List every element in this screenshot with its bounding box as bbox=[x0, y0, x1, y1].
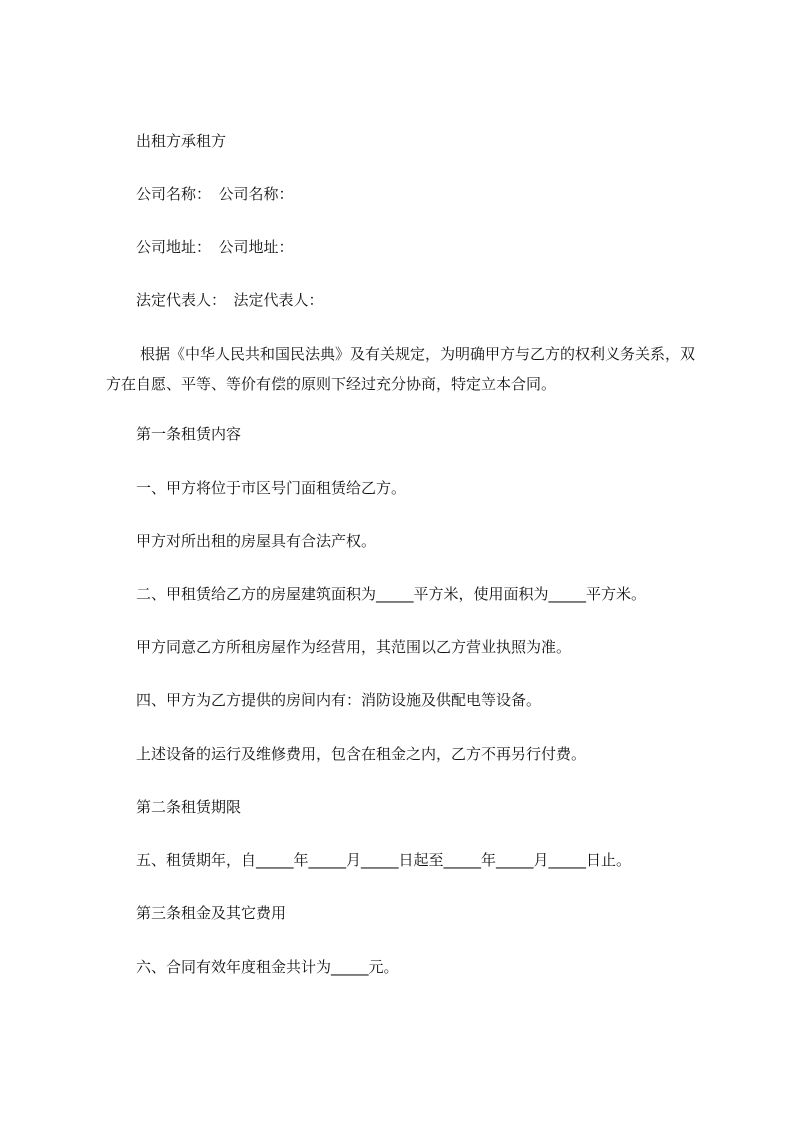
preamble-text: 根据《中华人民共和国民法典》及有关规定，为明确甲方与乙方的权利义务关系，双方在自愿、平等、等价有偿的原则下经过充分协商，特定立本合同。 bbox=[106, 345, 696, 393]
parties-heading: 出租方承租方 bbox=[136, 132, 227, 150]
clause-1-note: 甲方对所出租的房屋具有合法产权。 bbox=[136, 532, 377, 550]
legal-representative-line: 法定代表人： 法定代表人： bbox=[136, 291, 324, 309]
company-name-line: 公司名称： 公司名称： bbox=[136, 185, 294, 203]
clause-6: 六、合同有效年度租金共计为_____元。 bbox=[136, 958, 399, 976]
clause-2-note: 甲方同意乙方所租房屋作为经营用，其范围以乙方营业执照为准。 bbox=[136, 638, 572, 656]
article-2-title: 第二条租赁期限 bbox=[136, 798, 242, 816]
clause-4-note: 上述设备的运行及维修费用，包含在租金之内，乙方不再另行付费。 bbox=[136, 745, 587, 763]
clause-1: 一、甲方将位于市区号门面租赁给乙方。 bbox=[136, 479, 407, 497]
company-address-line: 公司地址： 公司地址： bbox=[136, 238, 294, 256]
preamble-paragraph bbox=[106, 339, 696, 399]
clause-4: 四、甲方为乙方提供的房间内有：消防设施及供配电等设备。 bbox=[136, 691, 542, 709]
article-3-title: 第三条租金及其它费用 bbox=[136, 904, 287, 922]
clause-5: 五、租赁期年，自_____年_____月_____日起至_____年_____月_____日止。 bbox=[136, 851, 632, 869]
clause-2: 二、甲租赁给乙方的房屋建筑面积为_____平方米，使用面积为_____平方米。 bbox=[136, 585, 647, 603]
article-1-title: 第一条租赁内容 bbox=[136, 425, 242, 443]
